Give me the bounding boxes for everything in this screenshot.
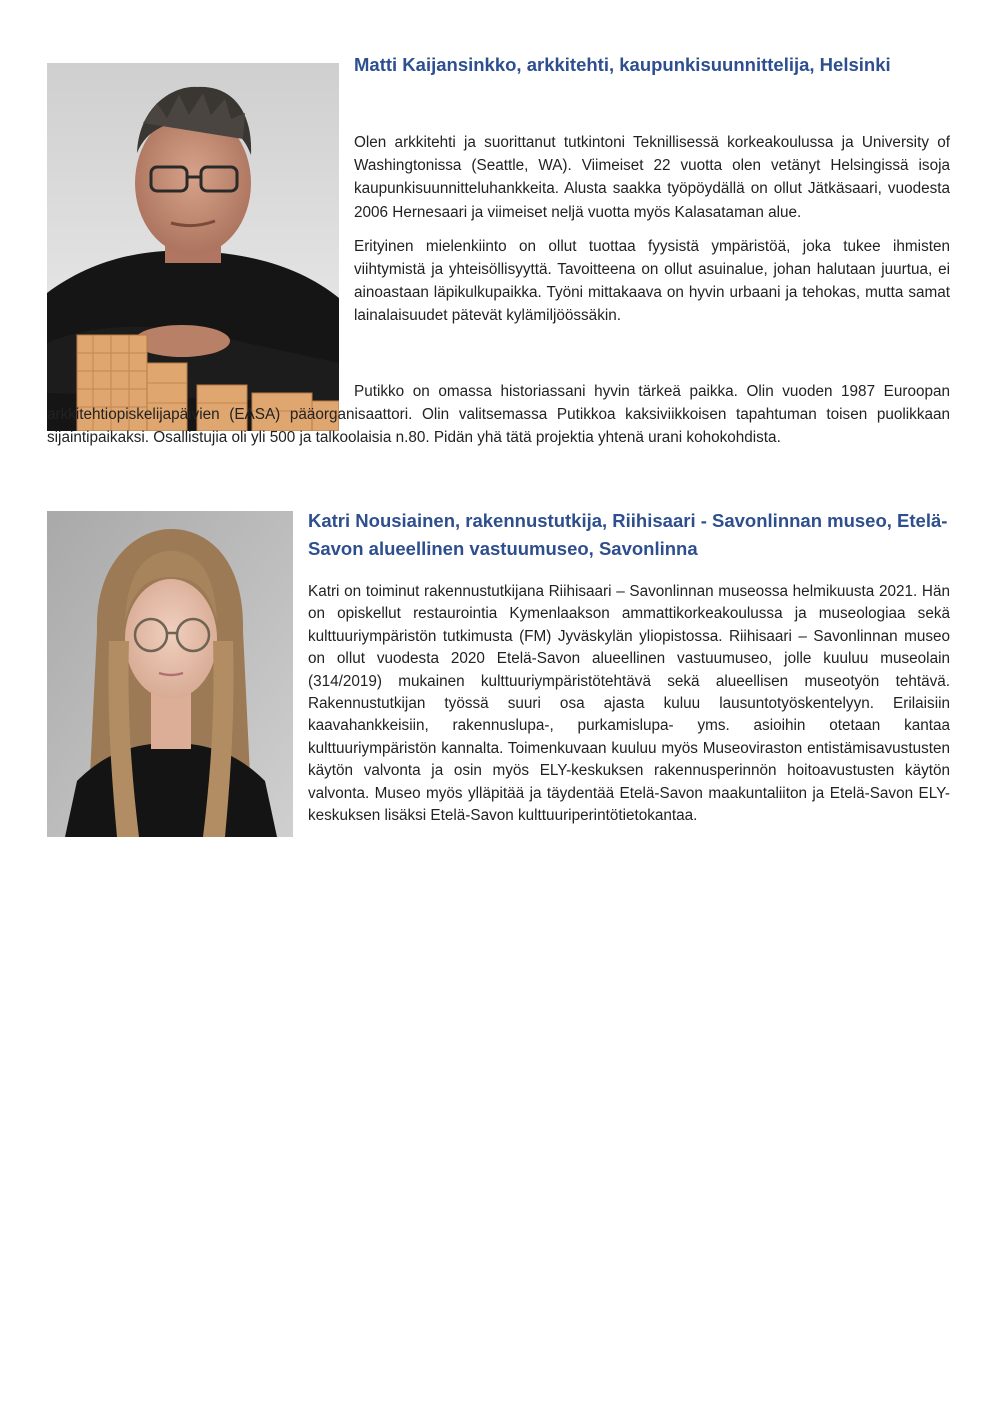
section2-heading: Katri Nousiainen, rakennustutkija, Riihisaari - Savonlinnan museo, Etelä-Savon alueellinen vastuumuseo, Savonlinna [308, 510, 948, 559]
section2-body [308, 581, 950, 827]
section1-paragraph-1: Olen arkkitehti ja suorittanut tutkintoni Teknillisessä korkeakoulussa ja University of Washingtonissa (Seattle, WA). Viimeiset 22 vuotta olen vetänyt Helsingissä isoja kaupunkisuunnitteluhankkeita. Alusta saakka työpöydällä on ollut Jätkäsaari, vuodesta 2006 Hernesaari ja viimeiset neljä vuotta myös Kalasataman alue. [354, 134, 950, 221]
portrait-photo-architect [47, 63, 339, 431]
section1-paragraph-2: Erityinen mielenkiinto on ollut tuottaa fyysistä ympäristöä, joka tukee ihmisten viihtymistä ja yhteisöllisyyttä. Tavoitteena on ollut asuinalue, johan halutaan juurtua, ei ainoastaan läpikulkupaikka. Työni mittakaava on hyvin urbaani ja tehokas, mutta samat lainalaisuudet pätevät kylämiljöössäkin. [354, 237, 950, 325]
portrait-photo-researcher [47, 511, 293, 837]
section1-heading: Matti Kaijansinkko, arkkitehti, kaupunkisuunnittelija, Helsinki [354, 54, 891, 75]
section1-body-wrap [47, 380, 950, 450]
section1-paragraph-3: Putikko on omassa historiassani hyvin tärkeä paikka. Olin vuoden 1987 Euroopan arkkitehtiopiskelijapäivien (EASA) pääorganisaattori. Olin valitsemassa Putikkoa kaksiviikkoisen tapahtuman toisen puolikkaan sijaintipaikaksi. Osallistujia oli yli 500 ja talkoolaisia n.80. Pidän yhä tätä projektia yhtenä urani kohokohdista. [47, 383, 950, 447]
section1-body [354, 131, 950, 339]
section2-paragraph: Katri on toiminut rakennustutkijana Riihisaari – Savonlinnan museossa helmikuusta 2021. Hän on opiskellut restaurointia Kymenlaakson ammattikorkeakoulussa ja museologiaa sekä kulttuuriympäristön tutkimusta (FM) Jyväskylän yliopistossa. Riihisaari – Savonlinnan museo on ollut vuodesta 2020 Etelä-Savon alueellinen vastuumuseo, jolle kuuluu museolain (314/2019) mukainen kulttuuriympäristötehtävä sekä alueellisen museotyön tehtävä. Rakennustutkijan työssä suuri osa ajasta kuluu lausuntotyöskentelyyn. Erilaisiin kaavahankkeisiin, rakennuslupa-, purkamislupa- yms. asioihin otetaan kantaa kulttuuriympäristön kannalta. Toimenkuvaan kuuluu myös Museoviraston entistämisavustusten käytön valvonta ja osin myös ELY-keskuksen rakennusperinnön hoitoavustusten käytön valvonta. Museo myös ylläpitää ja täydentää Etelä-Savon maakuntaliiton ja Etelä-Savon ELY-keskuksen lisäksi Etelä-Savon kulttuuriperintötietokantaa. [308, 583, 950, 825]
